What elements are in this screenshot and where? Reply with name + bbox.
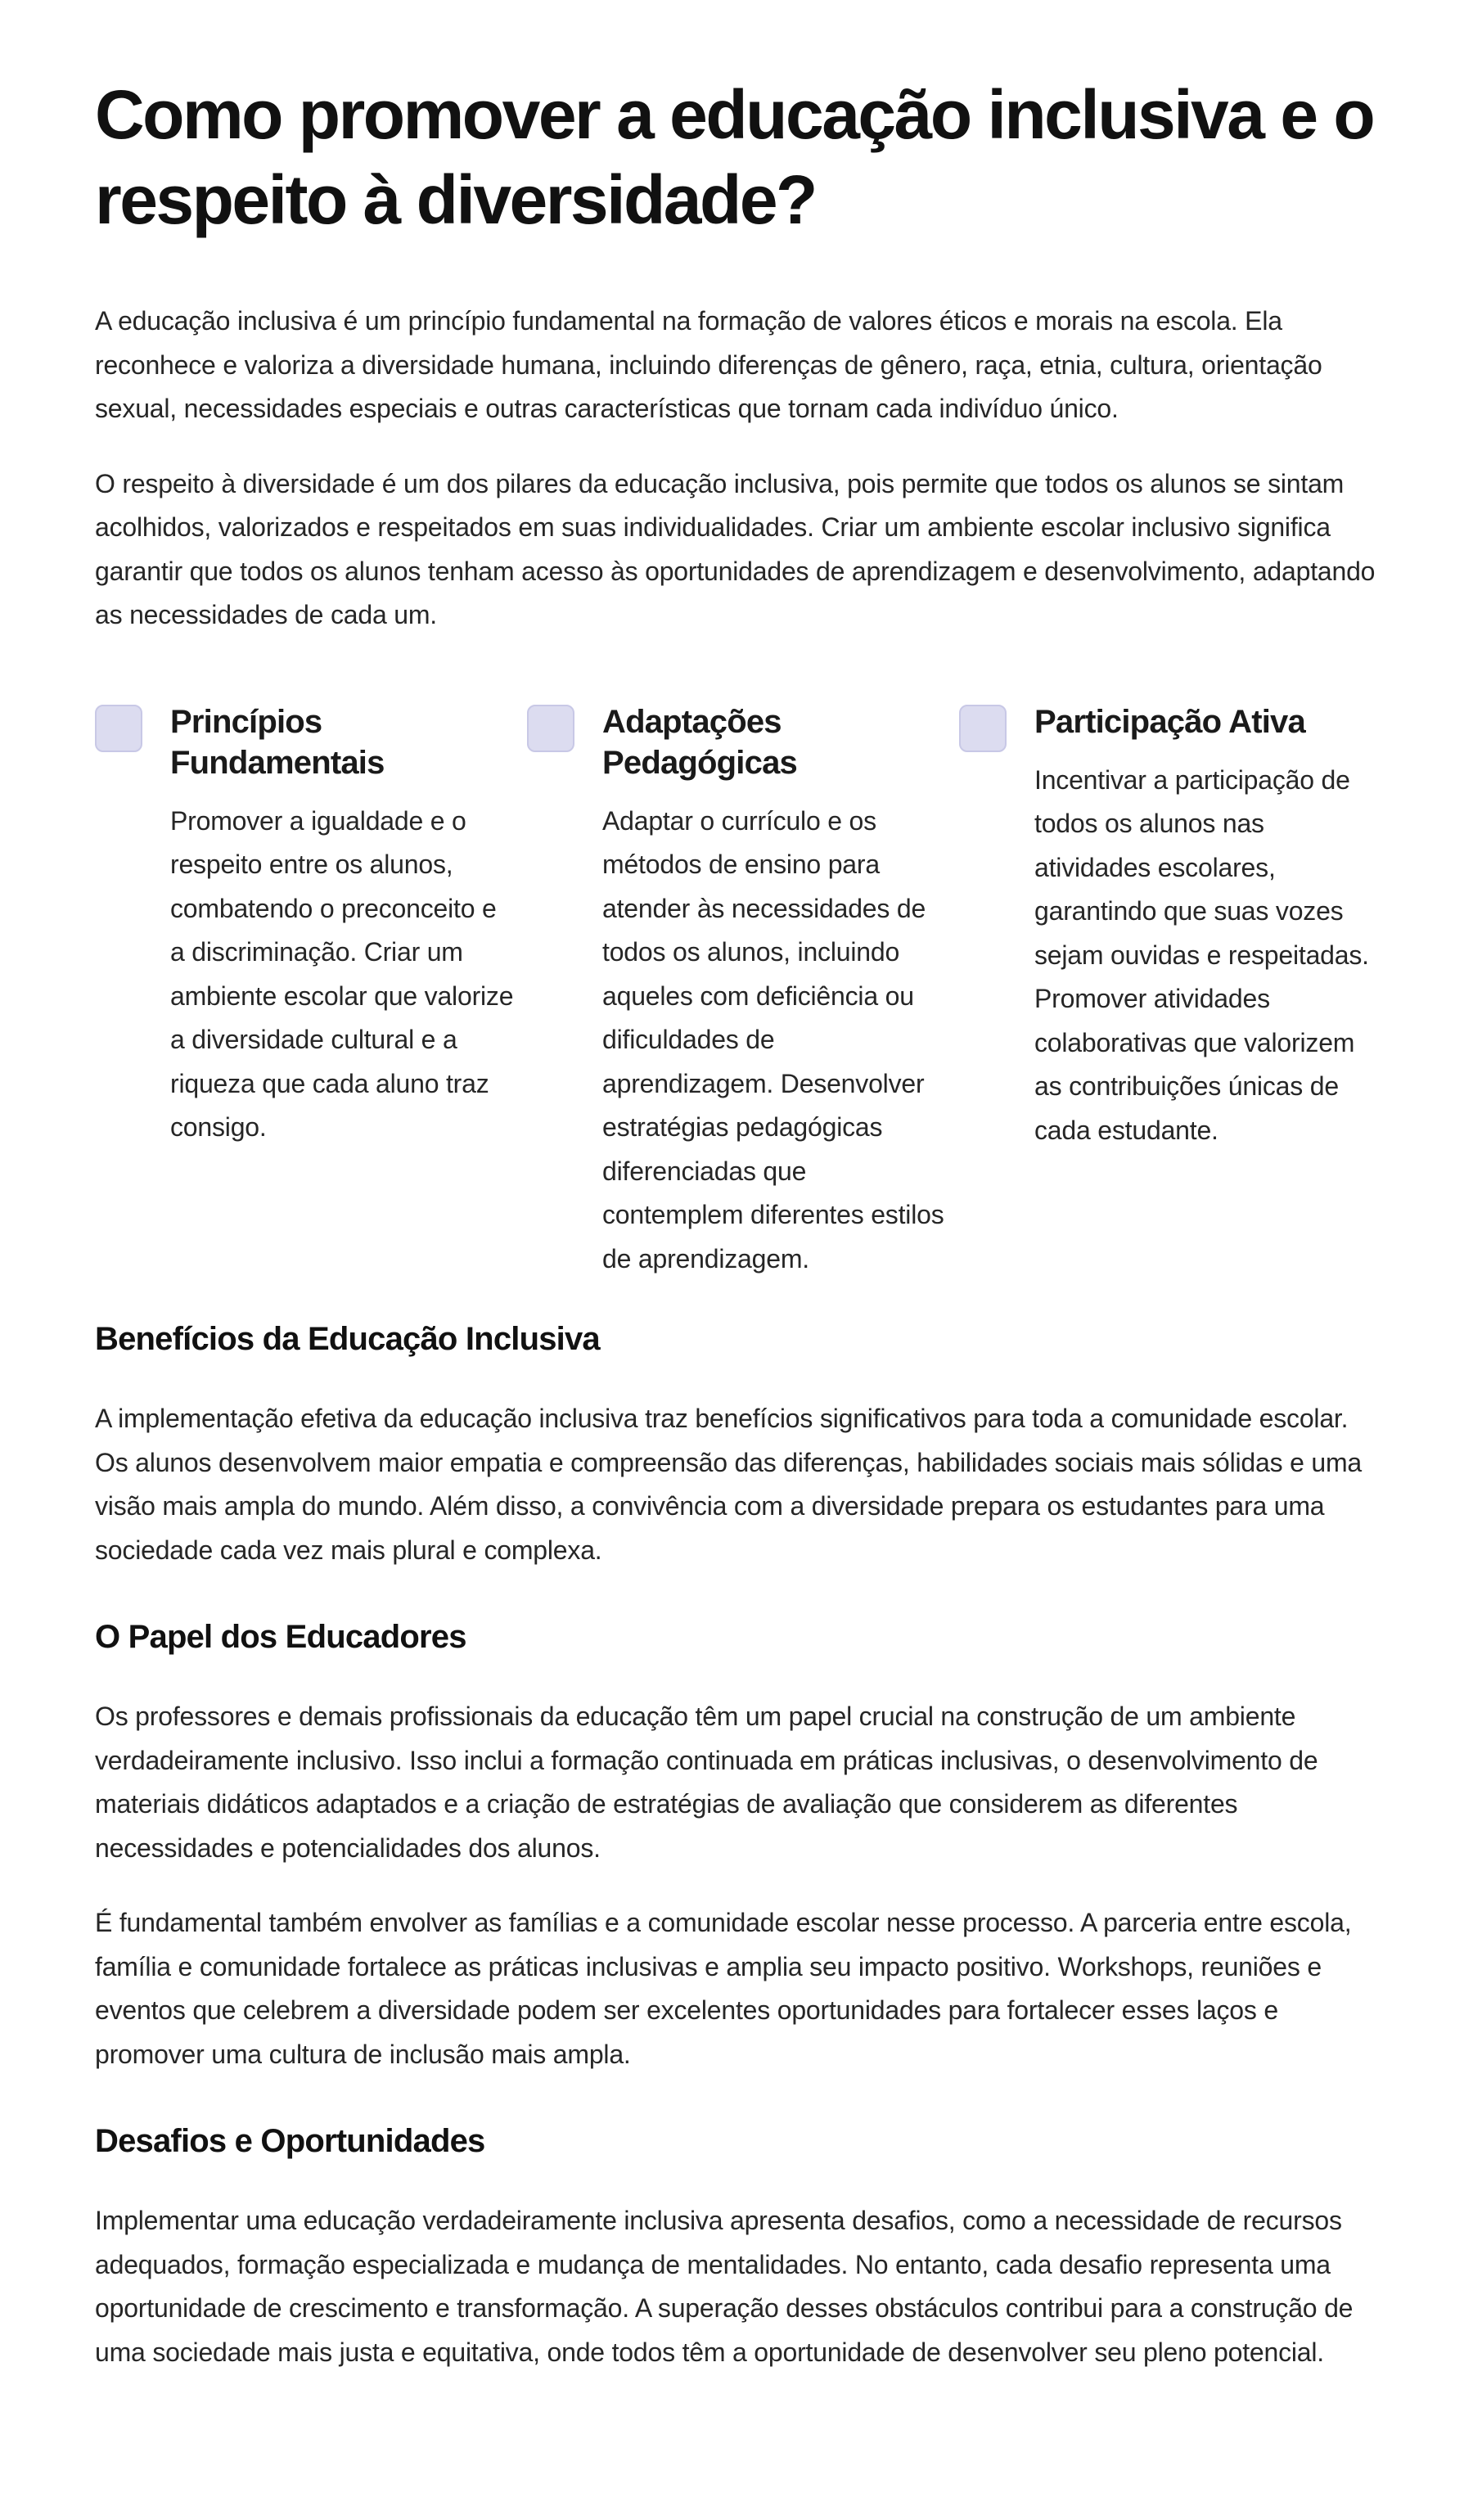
intro-paragraph: O respeito à diversidade é um dos pilares da educação inclusiva, pois permite que todos os alunos se sintam acolhidos, valorizados e respeitados em suas individualidades. Criar um ambiente escolar inclusivo significa garantir que todos os alunos tenham acesso às oportunidades de aprendizagem e desenvolvimento, adaptando as necessidades de cada um. xyxy=(95,468,1376,629)
card-title: Adaptações Pedagógicas xyxy=(602,703,797,781)
section-heading: Desafios e Oportunidades xyxy=(95,2123,485,2159)
card-principios xyxy=(95,701,514,1282)
section-paragraph: Implementar uma educação verdadeiramente inclusiva apresenta desafios, como a necessidade de recursos adequados, formação especializada e mudança de mentalidades. No entanto, cada desafio representa uma oportunidade de crescimento e transformação. A superação desses obstáculos contribui para a construção de uma sociedade mais justa e equitativa, onde todos têm a oportunidade de desenvolver seu pleno potencial. xyxy=(95,2206,1354,2367)
card-title: Participação Ativa xyxy=(1034,703,1305,740)
square-icon xyxy=(959,705,1007,752)
section-paragraph: A implementação efetiva da educação inclusiva traz benefícios significativos para toda a comunidade escolar. Os alunos desenvolvem maior empatia e compreensão das diferenças, habilidades sociais mais sólidas e uma visão mais ampla do mundo. Além disso, a convivência com a diversidade prepara os estudantes para uma sociedade cada vez mais plural e complexa. xyxy=(95,1404,1363,1565)
section-beneficios xyxy=(95,1319,1378,1572)
card-participacao xyxy=(959,701,1378,1282)
square-icon xyxy=(527,705,574,752)
card-text: Promover a igualdade e o respeito entre os alunos, combatendo o preconceito e a discriminação. Criar um ambiente escolar que valorize a diversidade cultural e a riqueza que cada aluno traz consigo. xyxy=(170,805,514,1142)
section-heading: Benefícios da Educação Inclusiva xyxy=(95,1321,600,1357)
intro-paragraph: A educação inclusiva é um princípio fundamental na formação de valores éticos e morais na escola. Ela reconhece e valoriza a diversidade humana, incluindo diferenças de gênero, raça, etnia, cultura, orientação sexual, necessidades especiais e outras características que tornam cada indivíduo único. xyxy=(95,306,1322,423)
card-adaptacoes xyxy=(527,701,946,1282)
intro-section xyxy=(95,300,1378,638)
section-paragraph: É fundamental também envolver as famílias e a comunidade escolar nesse processo. A parceria entre escola, família e comunidade fortalece as práticas inclusivas e amplia seu impacto positivo. Workshops, reuniões e eventos que celebrem a diversidade podem ser excelentes oportunidades para fortalecer esses laços e promover uma cultura de inclusão mais ampla. xyxy=(95,1908,1352,2069)
card-body xyxy=(170,701,514,1150)
card-title: Princípios Fundamentais xyxy=(170,703,385,781)
section-desafios xyxy=(95,2121,1378,2374)
card-body xyxy=(602,701,946,1282)
section-paragraph: Os professores e demais profissionais da educação têm um papel crucial na construção de um ambiente verdadeiramente inclusivo. Isso inclui a formação continuada em práticas inclusivas, o desenvolvimento de materiais didáticos adaptados e a criação de estratégias de avaliação que considerem as diferentes necessidades e potencialidades dos alunos. xyxy=(95,1702,1318,1863)
card-body xyxy=(1034,701,1378,1153)
section-papel-educadores xyxy=(95,1616,1378,2076)
card-text: Adaptar o currículo e os métodos de ensino para atender às necessidades de todos os alunos, incluindo aqueles com deficiência ou dificuldades de aprendizagem. Desenvolver estratégias pedagógicas diferenciadas que contemplem diferentes estilos de aprendizagem. xyxy=(602,805,944,1274)
section-heading: O Papel dos Educadores xyxy=(95,1619,466,1655)
page-title: Como promover a educação inclusiva e o respeito à diversidade? xyxy=(95,76,1374,238)
card-text: Incentivar a participação de todos os alunos nas atividades escolares, garantindo que suas vozes sejam ouvidas e respeitadas. Promover atividades colaborativas que valorizem as contribuições únicas de cada estudante. xyxy=(1034,764,1369,1145)
square-icon xyxy=(95,705,142,752)
feature-cards xyxy=(95,701,1378,1282)
